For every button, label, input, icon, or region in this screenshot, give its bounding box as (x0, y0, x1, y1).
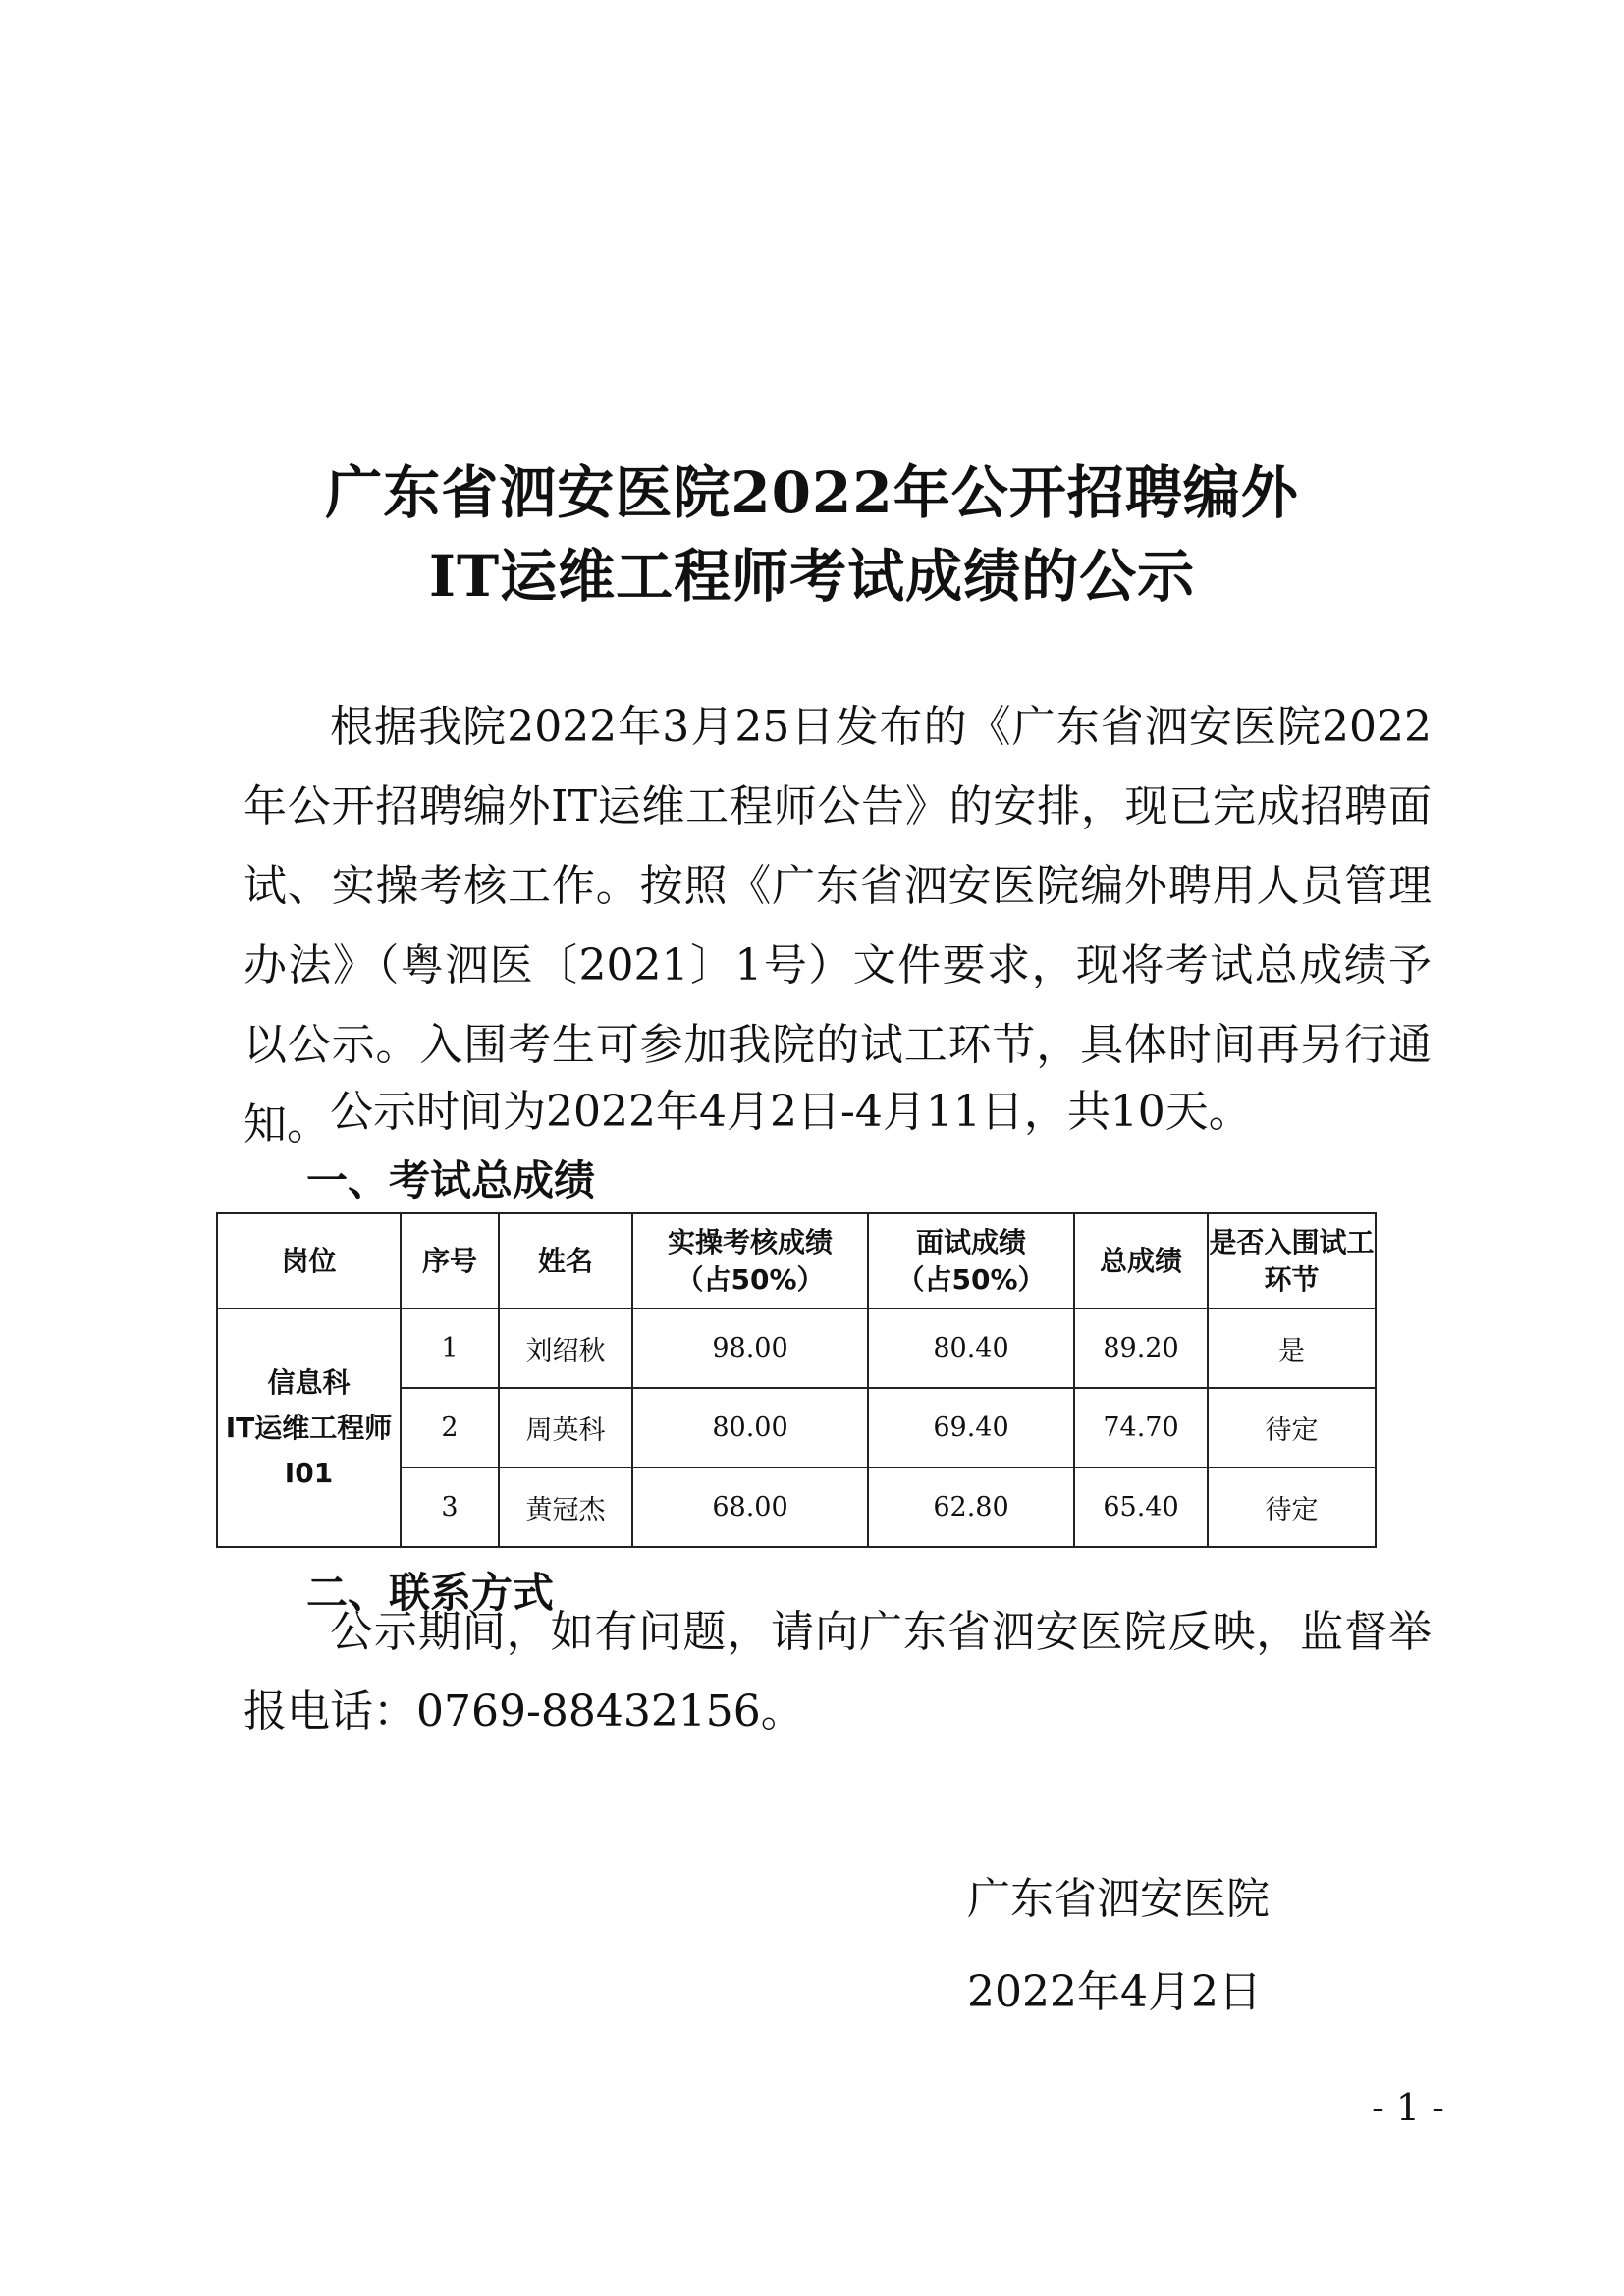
cell-name: 黄冠杰 (499, 1468, 632, 1547)
header-interview-weight: （占50%） (896, 1262, 1046, 1296)
post-cell (217, 1308, 401, 1547)
cell-interview: 80.40 (868, 1308, 1074, 1388)
cell-shortlist: 是 (1208, 1308, 1376, 1388)
header-interview-label: 面试成绩 (915, 1225, 1026, 1258)
cell-practical: 68.00 (632, 1468, 868, 1547)
period-paragraph: 公示时间为2022年4月2日-4月11日，共10天。 (330, 1087, 1252, 1137)
cell-practical: 80.00 (632, 1388, 868, 1468)
cell-interview: 69.40 (868, 1388, 1074, 1468)
cell-practical: 98.00 (632, 1308, 868, 1388)
header-practical-weight: （占50%） (676, 1262, 825, 1296)
header-interview (868, 1213, 1074, 1308)
cell-shortlist: 待定 (1208, 1468, 1376, 1547)
header-total: 总成绩 (1074, 1213, 1208, 1308)
header-shortlist (1208, 1213, 1376, 1308)
table-row (217, 1308, 1376, 1388)
page-number: - 1 - (1372, 2086, 1445, 2129)
header-shortlist-label: 是否入围试工 (1209, 1225, 1375, 1258)
document-title-line2: IT运维工程师考试成绩的公示 (428, 543, 1196, 610)
cell-total: 89.20 (1074, 1308, 1208, 1388)
cell-shortlist: 待定 (1208, 1388, 1376, 1468)
cell-name: 刘绍秋 (499, 1308, 632, 1388)
post-department: 信息科 (267, 1365, 351, 1399)
post-code: I01 (284, 1456, 334, 1489)
cell-interview: 62.80 (868, 1468, 1074, 1547)
section-heading-scores: 一、考试总成绩 (306, 1156, 596, 1204)
header-name: 姓名 (499, 1213, 632, 1308)
post-title: IT运维工程师 (225, 1411, 393, 1444)
intro-paragraph: 根据我院2022年3月25日发布的《广东省泗安医院2022年公开招聘编外IT运维工程师公告》的安排，现已完成招聘面试、实操考核工作。按照《广东省泗安医院编外聘用人员管理办法》（粤泗医〔2021〕1号）文件要求，现将考试总成绩予以公示。入围考生可参加我院的试工环节，具体时间再另行通知。 (244, 702, 1432, 1149)
cell-total: 65.40 (1074, 1468, 1208, 1547)
header-no: 序号 (401, 1213, 499, 1308)
table-header-row (217, 1213, 1376, 1308)
scores-table (216, 1212, 1377, 1548)
document-title-line1: 广东省泗安医院2022年公开招聘编外 (325, 459, 1299, 526)
header-shortlist-label-2: 环节 (1264, 1262, 1320, 1296)
cell-no: 2 (401, 1388, 499, 1468)
cell-total: 74.70 (1074, 1388, 1208, 1468)
header-practical (632, 1213, 868, 1308)
contact-paragraph: 公示期间，如有问题，请向广东省泗安医院反映，监督举报电话：0769-88432156。 (244, 1607, 1432, 1736)
cell-no: 1 (401, 1308, 499, 1388)
section-heading-contact: 二、联系方式 (306, 1569, 555, 1617)
cell-name: 周英科 (499, 1388, 632, 1468)
signature-org: 广东省泗安医院 (967, 1874, 1270, 1924)
signature-date: 2022年4月2日 (967, 1967, 1262, 2017)
header-post: 岗位 (217, 1213, 401, 1308)
header-practical-label: 实操考核成绩 (667, 1225, 833, 1258)
cell-no: 3 (401, 1468, 499, 1547)
